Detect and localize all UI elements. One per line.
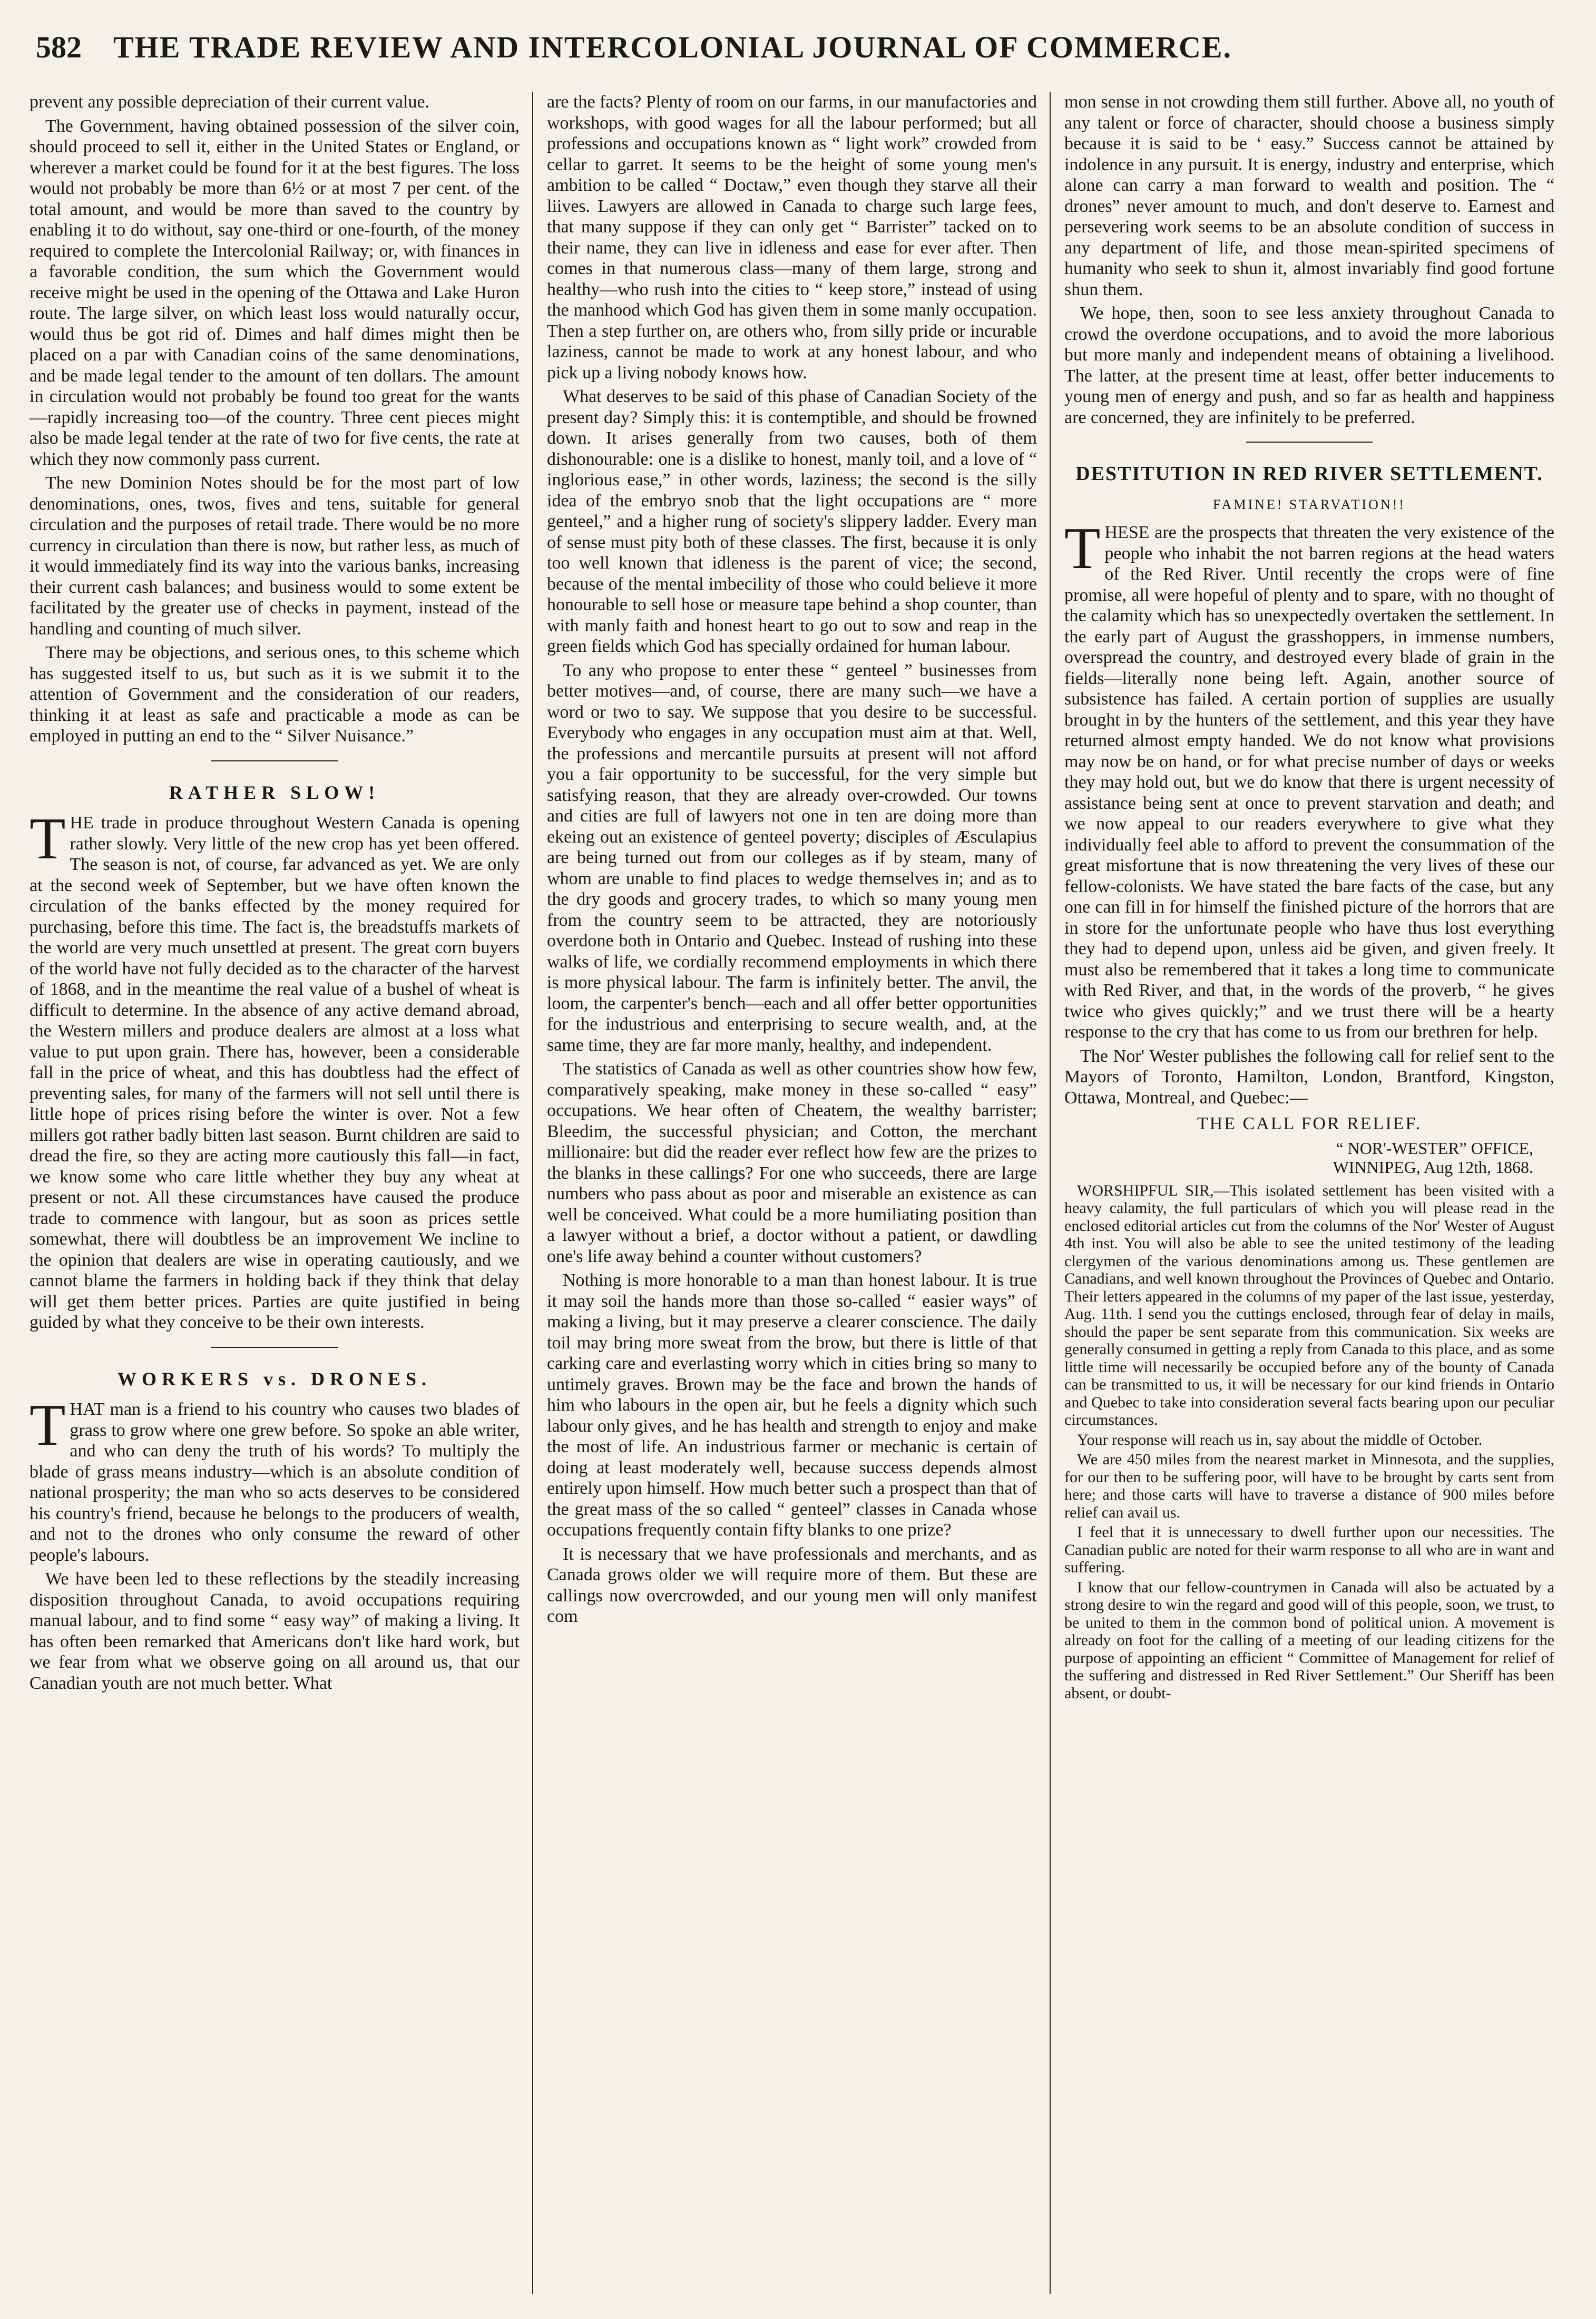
column-3 bbox=[1064, 92, 1554, 2294]
paragraph: We hope, then, soon to see less anxiety throughout Canada to crowd the overdone occupations, and to avoid the more laborious but more manly and independent means of obtaining a livelihood. The latter, at the present time at least, offer better inducements to young men of energy and push, and so far as health and happiness are concerned, they are infinitely to be preferred. bbox=[1064, 304, 1554, 427]
paragraph: We are 450 miles from the nearest market in Minnesota, and the supplies, for our then to be suffering poor, will have to be brought by carts sent from here; and those carts will have to traverse a distance of 900 miles before relief can avail us. bbox=[1064, 1451, 1554, 1521]
paragraph: mon sense in not crowding them still further. Above all, no youth of any talent or force of character, should choose a business simply because it is said to be ‘ easy.” Success cannot be attained by indolence in any pursuit. It is energy, industry and enterprise, which alone can carry a man forward to wealth and position. The “ drones” never amount to much, and don't deserve to. Earnest and persevering work seems to be an absolute condition of success in any department of life, and those mean-spirited specimens of humanity who seek to shun it, almost invariably find good fortune shun them. bbox=[1064, 92, 1554, 299]
paragraph: What deserves to be said of this phase of Canadian Society of the present day? Simply this: it is contemptible, and should be frowned down. It arises generally from two causes, both of them dishonourable: one is a dislike to honest, manly toil, and a love of “ inglorious ease,” in other words, laziness; the second is the silly idea of the embryo snob that the light occupations are “ more genteel,” and a higher rung of society's slippery ladder. Every man of sense must pity both of these classes. The first, because it is only too well known that idleness is the parent of vice; the second, because of the mental imbecility of those who could believe it more honourable to sell hose or measure tape behind a shop counter, than with manly faith and honest heart to go out to sow and reap in the green fields which God has specially ordained for human labour. bbox=[547, 387, 1037, 656]
paragraph: WORSHIPFUL SIR,—This isolated settlement has been visited with a heavy calamity, the full particulars of which you will please read in the enclosed editorial articles cut from the columns of the Nor' Wester of August 4th inst. You will also be able to see the united testimony of the leading clergymen of the various denominations among us. These gentlemen are Canadians, and well known throughout the Provinces of Quebec and Ontario. Their letters appeared in the columns of my paper of the last issue, yesterday, Aug. 11th. I send you the cuttings enclosed, through fear of delay in mails, should the paper be sent separate from this communication. Six weeks are generally consumed in getting a reply from Canada to this place, and as some little time will necessarily be occupied before any of the bounty of Canada can be transmitted to us, it will be necessary for our kind friends in Ontario and Quebec to take into consideration several facts bearing upon our peculiar circumstances. bbox=[1064, 1181, 1554, 1428]
paragraph: I feel that it is unnecessary to dwell further upon our necessities. The Canadian public are noted for their warm response to all who are in want and suffering. bbox=[1064, 1523, 1554, 1576]
page-header bbox=[25, 13, 1569, 81]
paragraph-text: HESE are the prospects that threaten the very existence of the people who inhabit the not barren regions at the head waters of the Red River. Until recently the crops were of fine promise, all were hopeful of plenty and to spare, with no thought of the calamity which has so unexpectedly overtaken the settlement. In the early part of August the grasshoppers, in immense numbers, overspread the country, and destroyed every blade of grain in the fields—literally none being left. Again, another source of subsistence has failed. A certain portion of supplies are usually brought in by the hunters of the settlement, and this year they have returned almost empty handed. We do not know what provisions may now be on hand, or for what precise number of days or weeks they may hold out, but we do know that there is urgent necessity of assistance being sent at once to prevent starvation and death; and we now appeal to our readers everywhere to give what they individually feel able to afford to prevent the consummation of the great misfortune that is now threatening the very lives of these our fellow-colonists. We have stated the bare facts of the case, but any one can fill in for himself the finished picture of the horrors that are in store for the unfortunate people who have thus lost everything they had to depend upon, unless aid be given, and given freely. It must also be remembered that it takes a long time to communicate with Red River, and that, in the words of the proverb, “ he gives twice who gives quickly;” and we trust there will be a hearty response to the cry that has come to us from our brethren for help. bbox=[1064, 523, 1554, 1042]
paragraph: We have been led to these reflections by the steadily increasing disposition throughout Canada, to avoid occupations requiring manual labour, and to find some “ easy way” of making a living. It has often been remarked that Americans don't like hard work, but we fear from what we observe going on all around us, that our Canadian youth are not much better. What bbox=[30, 1569, 520, 1693]
article-first-paragraph bbox=[30, 806, 520, 1333]
newspaper-page bbox=[25, 13, 1569, 2307]
article-first-paragraph bbox=[1064, 516, 1554, 1043]
paragraph: There may be objections, and serious ones, to this scheme which has suggested itself to us, but such as it is we submit it to the attention of Government and the consideration of our readers, thinking it at least as safe and practicable a mode as can be employed in putting an end to the “ Silver Nuisance.” bbox=[30, 643, 520, 746]
paragraph: It is necessary that we have professionals and merchants, and as Canada grows older we will require more of them. But these are callings now overcrowded, and our young men will only manifest com bbox=[547, 1544, 1037, 1626]
article-first-paragraph bbox=[30, 1393, 520, 1565]
section-divider bbox=[211, 760, 338, 761]
letter-office: “ NOR'-WESTER” OFFICE, bbox=[1336, 1138, 1533, 1158]
column-1 bbox=[30, 92, 520, 2294]
paragraph: Nothing is more honorable to a man than honest labour. It is true it may soil the hands more than those so-called “ easier ways” of making a living, but it may preserve a clearer conscience. The daily toil may bring more sweat from the brow, but there is little of that carking care and everlasting worry which in cities bring so many to untimely graves. Brown may be the face and brown the hands of him who labours in the open air, but he feels a dignity which such labour only gives, and he has health and strength to enjoy and make the most of life. An industrious farmer or mechanic is certain of doing at least moderately well, because success depends almost entirely upon himself. How much better such a prospect than that of the great mass of the so called “ genteel” classes in Canada whose occupations frequently contain fifty blanks to one prize? bbox=[547, 1270, 1037, 1540]
letter-place-date: WINNIPEG, Aug 12th, 1868. bbox=[1333, 1157, 1533, 1177]
drop-cap: T bbox=[30, 1393, 66, 1458]
page-number: 582 bbox=[36, 30, 82, 64]
section-divider bbox=[1246, 442, 1373, 443]
drop-cap: T bbox=[30, 806, 66, 872]
column-2 bbox=[547, 92, 1037, 2294]
column-divider bbox=[532, 92, 533, 2294]
section-divider bbox=[211, 1347, 338, 1348]
article-subheading: FAMINE! STARVATION!! bbox=[1213, 496, 1406, 512]
article-title-workers-vs-drones: WORKERS vs. DRONES. bbox=[117, 1368, 432, 1390]
article-title-rather-slow: RATHER SLOW! bbox=[169, 781, 380, 803]
paragraph-text: HAT man is a friend to his country who causes two blades of grass to grow where one grew before. So spoke an able writer, and who can deny the truth of his words? To multiply the blade of grass means industry—which is an absolute condition of national prosperity; the man who so acts deserves to be considered his country's friend, because he belongs to the producers of wealth, and not to the drones who only consume the reward of other people's labours. bbox=[30, 1400, 520, 1565]
paragraph-text: HE trade in produce throughout Western Canada is opening rather slowly. Very little of the new crop has yet been offered. The season is not, of course, far advanced as yet. We are only at the second week of September, but we have often known the circulation of the banks effected by the money required for purchasing, before this time. The fact is, the breadstuffs markets of the world are very much unsettled at present. The great corn buyers of the world have not fully decided as to the character of the harvest of 1868, and in the meantime the real value of a bushel of wheat is difficult to determine. In the absence of any active demand abroad, the Western millers and produce dealers are almost at a loss what value to put upon grain. There has, however, been a considerable fall in the price of wheat, and this has doubtless had the effect of preventing sales, for many of the farmers will not sell until there is little hope of prices rising before the winter is over. Not a few millers got rather badly bitten last season. Burnt children are said to dread the fire, so they are acting more cautiously this fall—in fact, we know some who care little whether they buy any wheat at present or not. All these circumstances have caused the produce trade to commence with langour, but as soon as prices settle somewhat, there will doubtless be an improvement We incline to the opinion that dealers are wise in operating cautiously, and we cannot blame the farmers in holding back if they think that delay will get them better prices. Parties are quite justified in being guided by what they conceive to be their own interests. bbox=[30, 813, 520, 1332]
letter-title: THE CALL FOR RELIEF. bbox=[1197, 1114, 1422, 1133]
paragraph: To any who propose to enter these “ genteel ” businesses from better motives—and, of course, there are many such—we have a word or two to say. We suppose that you desire to be successful. Everybody who engages in any occupation must aim at that. Well, the professions and mercantile pursuits at present will not afford you a fair opportunity to be successful, for the very simple but satisfying reason, that they are already over-crowded. Our towns and cities are full of lawyers not one in ten are doing more than ekeing out an existence of genteel poverty; disciples of Æsculapius are being turned out from our colleges as if by steam, many of whom are unable to find places to wedge themselves in; and as to the dry goods and grocery trades, to which so many young men from the country seem to be attracted, they are notoriously overdone both in Ontario and Quebec. Instead of rushing into these walks of life, we cordially recommend employments in which there is more physical labour. The farm is infinitely better. The anvil, the loom, the carpenter's bench—each and all offer better opportunities for the industrious and enterprising to secure wealth, and, at the same time, they are far more manly, healthy, and independent. bbox=[547, 660, 1037, 1055]
journal-title: THE TRADE REVIEW AND INTERCOLONIAL JOURNAL OF COMMERCE. bbox=[113, 30, 1232, 64]
paragraph: I know that our fellow-countrymen in Canada will also be actuated by a strong desire to win the regard and good will of this people, soon, we trust, to be united to them in the common bond of political union. A movement is already on foot for the calling of a meeting of our leading citizens for the purpose of appointing an efficient “ Committee of Management for relief of the suffering and distressed in Red River Settlement.” Our Sheriff has been absent, or doubt- bbox=[1064, 1578, 1554, 1702]
paragraph: The statistics of Canada as well as other countries show how few, comparatively speaking, make money in these so-called “ easy” occupations. We hear often of Cheatem, the wealthy barrister; Bleedim, the successful physician; and Cotton, the merchant millionaire: but did the reader ever reflect how few are the prizes to the blanks in these callings? For one who succeeds, there are large numbers who pass about as poor and miserable an existence as can well be conceived. What could be a more humiliating position than a lawyer without a brief, a doctor without a patient, or dawdling one's life away behind a counter without customers? bbox=[547, 1059, 1037, 1266]
paragraph: The new Dominion Notes should be for the most part of low denominations, ones, twos, fives and tens, suitable for general circulation and the purposes of retail trade. There would be no more currency in circulation than there is now, but rather less, as much of it would immediately find its way into the various banks, increasing their current cash balances; and business would to some extent be facilitated by the greater use of checks in payment, instead of the handling and counting of much silver. bbox=[30, 473, 520, 639]
article-title-destitution: DESTITUTION IN RED RIVER SETTLEMENT. bbox=[1075, 463, 1543, 485]
paragraph: The Government, having obtained possession of the silver coin, should proceed to sell it, either in the United States or England, or wherever a market could be found for it at the best figures. The loss would not probably be more than 6½ or at most 7 per cent. of the total amount, and would be more than saved to the country by enabling it to do without, say one-third or one-fourth, of the money required to complete the Intercolonial Railway; or, with finances in a favorable condition, the sum which the Government would receive might be used in the opening of the Ottawa and Lake Huron route. The large silver, on which least loss would naturally occur, would thus be got rid of. Dimes and half dimes might then be placed on a par with Canadian coins of the same denominations, and be made legal tender to the amount of ten dollars. The amount in circulation would not probably be found too great for the wants—rapidly increasing too—of the country. Three cent pieces might also be made legal tender at the rate of two for five cents, the rate at which they now commonly pass current. bbox=[30, 116, 520, 469]
column-divider bbox=[1050, 92, 1051, 2294]
letter-body bbox=[1064, 1182, 1554, 1702]
paragraph: are the facts? Plenty of room on our farms, in our manufactories and workshops, with good wages for all the labour performed; but all professions and occupations known as “ light work” crowded from cellar to garret. It seems to be the height of some young men's ambition to be called “ Doctaw,” even though they starve all their liives. Lawyers are allowed in Canada to charge such large fees, that many suppose if they can only get “ Barrister” tacked on to their name, they can live in idleness and ease for ever after. Then comes in that numerous class—many of them large, strong and healthy—who rush into the cities to “ keep store,” instead of using the manhood which God has given them in some manly occupation. Then a step further on, are others who, from silly pride or incurable laziness, cannot be made to work at any honest labour, and who pick up a living nobody knows how. bbox=[547, 92, 1037, 383]
letter-heading bbox=[1064, 1139, 1533, 1177]
paragraph: The Nor' Wester publishes the following call for relief sent to the Mayors of Toronto, Hamilton, London, Brantford, Kingston, Ottawa, Montreal, and Quebec:— bbox=[1064, 1046, 1554, 1108]
paragraph: prevent any possible depreciation of their current value. bbox=[30, 92, 430, 112]
paragraph: Your response will reach us in, say about the middle of October. bbox=[1077, 1431, 1483, 1449]
drop-cap: T bbox=[1064, 516, 1101, 581]
